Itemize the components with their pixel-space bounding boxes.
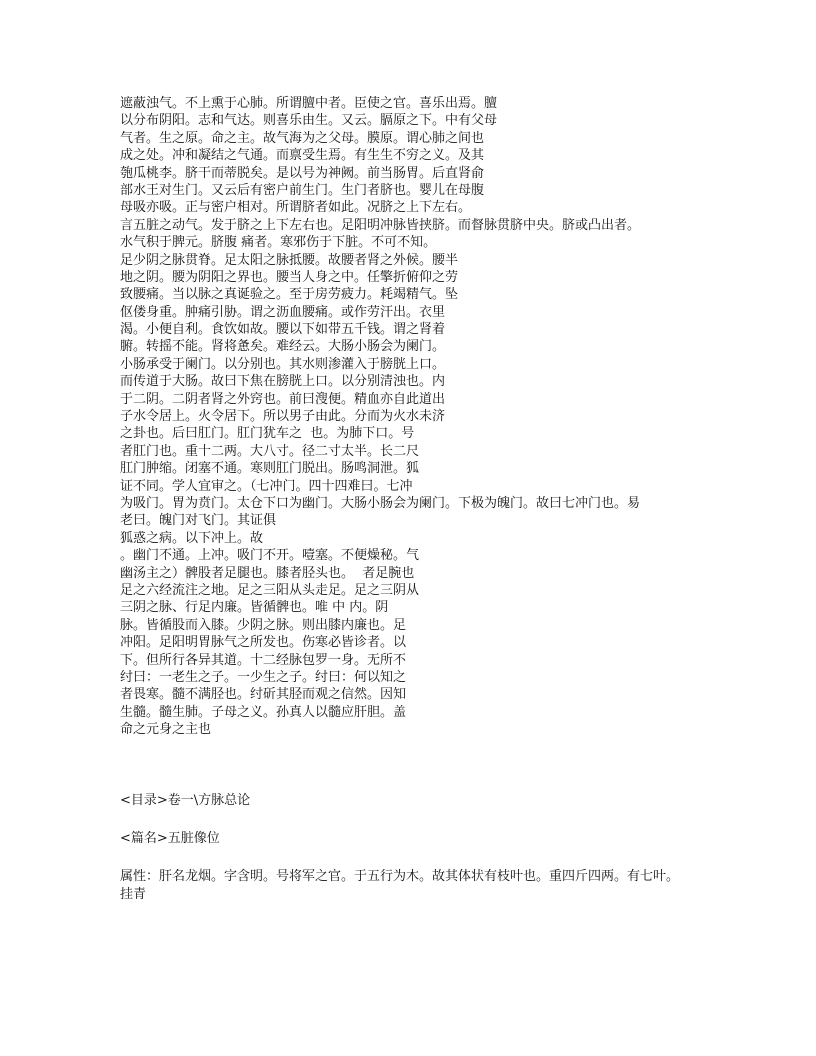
text-line: 以分布阴阳。志和气达。则喜乐由生。又云。膈原之下。中有父母 xyxy=(120,113,498,129)
text-line: 之卦也。后曰肛门。肛门犹车之 也。为肺下口。号 xyxy=(120,426,415,442)
text-line: 小肠承受于阑门。以分别也。其水则渗灌入于膀胱上口。 xyxy=(120,356,446,372)
text-line: 生髓。髓生肺。子母之义。孙真人以髓应肝胆。盖 xyxy=(120,704,407,720)
text-line: 幽汤主之）髀股者足腿也。膝者胫头也。 者足腕也 xyxy=(120,565,415,581)
text-line: 者肛门也。重十二两。大八寸。径二寸太半。长二尺 xyxy=(120,443,420,459)
text-line: 命之元身之主也 xyxy=(120,722,212,738)
text-line: 地之阴。腰为阴阳之界也。腰当人身之中。任擎折俯仰之劳 xyxy=(120,269,459,285)
trailing-text: 挂青 xyxy=(120,887,147,903)
text-line: 三阴之脉、行足内廉。皆循髀也。唯 中 内。阴 xyxy=(120,600,389,616)
text-line: 伛偻身重。肿痛引胁。谓之沥血腰痛。或作劳汗出。衣里 xyxy=(120,304,446,320)
text-line: 部水王对生门。又云后有密户前生门。生门者脐也。婴儿在母腹 xyxy=(120,182,485,198)
text-line: 成之处。冲和凝结之气通。而禀受生焉。有生生不穷之义。及其 xyxy=(120,148,485,164)
text-line: 遮蔽浊气。不上熏于心肺。所谓膻中者。臣使之官。喜乐出焉。膻 xyxy=(120,96,498,111)
text-line: 纣曰：一老生之子。一少生之子。纣曰：何以知之 xyxy=(120,669,407,685)
text-line: 下。但所行各异其道。十二经脉包罗一身。无所不 xyxy=(120,652,407,668)
text-line: 而传道于大肠。故曰下焦在膀胱上口。以分别清浊也。内 xyxy=(120,374,446,390)
text-line: 冲阳。足阳明胃脉气之所发也。伤寒必皆诊者。以 xyxy=(120,635,407,651)
text-line: 致腰痛。当以脉之真诞验之。至于房劳疲力。耗竭精气。坠 xyxy=(120,287,459,303)
text-line: 证不同。学人宜审之。（七冲门。四十四难曰。七冲 xyxy=(120,478,413,494)
text-line: 腑。转摇不能。肾将惫矣。难经云。大肠小肠会为阑门。 xyxy=(120,339,446,355)
text-line: 言五脏之动气。发于脐之上下左右也。足阳明冲脉皆挟脐。而督脉贯脐中央。脐或凸出者。 xyxy=(120,217,641,233)
text-line: 母吸亦吸。正与密户相对。所谓脐者如此。况脐之上下左右。 xyxy=(120,200,472,216)
text-line: 足少阴之脉贯脊。足太阳之脉抵腰。故腰者肾之外候。腰半 xyxy=(120,252,459,268)
text-line: 为吸门。胃为贲门。太仓下口为幽门。大肠小肠会为阑门。下极为魄门。故曰七冲门也。易 xyxy=(120,495,641,511)
text-line: 渴。小便自利。食饮如故。腰以下如带五千钱。谓之肾着 xyxy=(120,322,446,338)
text-line: 匏瓜桃李。脐干而蒂脱矣。是以号为神阙。前当肠胃。后直肾俞 xyxy=(120,165,485,181)
section-title: <篇名>五脏像位 xyxy=(120,831,220,847)
text-line: 于二阴。二阴者肾之外窍也。前曰溲便。精血亦自此道出 xyxy=(120,391,446,407)
text-line: 狐惑之病。以下冲上。故 xyxy=(120,530,264,546)
text-line: 肛门肿缩。闭塞不通。寒则肛门脱出。肠鸣洞泄。狐 xyxy=(120,461,420,477)
text-line: 脉。皆循股而入膝。少阴之脉。则出膝内廉也。足 xyxy=(120,617,407,633)
text-line: 水气积于脾元。脐腹 痛者。寒邪伤于下脏。不可不知。 xyxy=(120,235,437,251)
text-line: 老曰。魄门对飞门。其证俱 xyxy=(120,513,277,529)
catalog-heading: <目录>卷一\方脉总论 xyxy=(120,793,251,809)
text-line: 足之六经流注之地。足之三阳从头走足。足之三阴从 xyxy=(120,582,420,598)
document-page xyxy=(120,95,720,904)
attribute-paragraph: 属性：肝名龙烟。字含明。号将军之官。于五行为木。故其体状有枝叶也。重四斤四两。有七叶。 xyxy=(120,869,680,885)
text-line: 。幽门不通。上冲。吸门不开。噎塞。不便燥秘。气 xyxy=(120,548,420,564)
body-text xyxy=(120,95,720,738)
text-line: 子水令居上。火令居下。所以男子由此。分而为火水未济 xyxy=(120,409,446,425)
text-line: 者畏寒。髓不满胫也。纣斫其胫而观之信然。因知 xyxy=(120,687,407,703)
text-line: 气者。生之原。命之主。故气海为之父母。膜原。谓心肺之间也 xyxy=(120,130,485,146)
